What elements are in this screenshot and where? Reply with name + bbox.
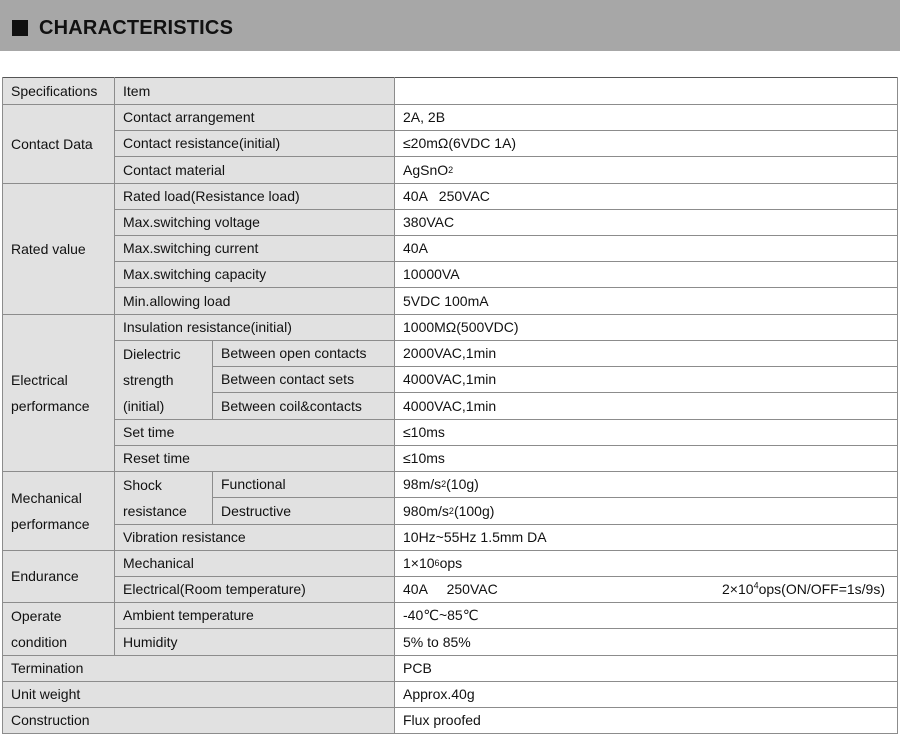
group-label-line: performance [11,397,90,414]
row-divider [3,183,897,184]
row-divider [3,655,897,656]
item-value: 380VAC [395,209,897,235]
item-label: Ambient temperature [115,602,394,628]
subgroup-label-line: strength [123,371,174,388]
item-value: ≤20mΩ(6VDC 1A) [395,130,897,156]
section-title: CHARACTERISTICS [39,17,234,39]
group-label-line: condition [11,633,68,650]
item-value: 98m/s 2 (10g) [395,471,897,497]
group-contact-data: Contact Data [3,104,114,183]
item-value: PCB [395,655,897,681]
spec-label: Unit weight [3,681,394,707]
spec-label: Construction [3,707,394,733]
row-divider [3,550,897,551]
row-divider [3,314,897,315]
item-label: Contact material [115,156,394,183]
item-label: Reset time [115,445,394,471]
row-divider [115,628,897,629]
group-label-line: performance [11,515,90,532]
item-label: Humidity [115,628,394,655]
row-divider [115,340,897,341]
group-mechanical-performance [3,471,114,550]
row-divider [115,261,897,262]
item-value: -40℃~85℃ [395,602,897,628]
row-divider [3,681,897,682]
subitem-label: Destructive [213,497,394,524]
item-value: 2A, 2B [395,104,897,130]
item-label: Min.allowing load [115,287,394,314]
row-divider [115,156,897,157]
subgroup-label-line: Shock [123,476,162,493]
item-label: Max.switching voltage [115,209,394,235]
subitem-label: Functional [213,471,394,497]
column-divider [114,77,115,655]
item-value: 5% to 85% [395,628,897,655]
header-value [395,78,897,104]
group-endurance: Endurance [3,550,114,602]
column-divider [212,340,213,419]
row-divider [115,235,897,236]
item-value: 5VDC 100mA [395,287,897,314]
group-label-line: Electrical [11,371,68,388]
item-label: Mechanical [115,550,394,576]
header-specifications: Specifications [3,78,114,104]
item-value: AgSnO 2 [395,156,897,183]
item-label: Set time [115,419,394,445]
subitem-label: Between contact sets [213,366,394,392]
section-header [0,0,900,51]
table-border-right [897,77,898,734]
item-label: Contact resistance(initial) [115,130,394,156]
column-divider [212,471,213,524]
subitem-label: Between coil&contacts [213,392,394,419]
item-label: Contact arrangement [115,104,394,130]
table-border-left [2,77,3,734]
item-value: 1×10 6 ops [395,550,897,576]
row-divider [213,497,897,498]
item-value: 10Hz~55Hz 1.5mm DA [395,524,897,550]
row-divider [115,445,897,446]
subgroup-label-line: (initial) [123,397,165,414]
row-divider [3,104,897,105]
item-label: Max.switching capacity [115,261,394,287]
item-label: Rated load(Resistance load) [115,183,394,209]
row-divider [3,707,897,708]
item-value-right: $2\times 10^4ops(ON/OFF=1s/9s)$ [722,580,885,597]
row-divider [3,602,897,603]
subgroup-dielectric-strength [115,340,212,419]
item-value: 4000VAC,1min [395,366,897,392]
subitem-label: Between open contacts [213,340,394,366]
group-label-line: Mechanical [11,489,82,506]
subgroup-label-line: Dielectric [123,345,181,362]
group-rated-value: Rated value [3,183,114,314]
row-divider [115,209,897,210]
item-value: 10000VA [395,261,897,287]
item-value: ≤10ms [395,419,897,445]
item-value: 40A [395,235,897,261]
square-bullet-icon [12,20,28,36]
row-divider [115,524,897,525]
item-value: ≤10ms [395,445,897,471]
group-operate-condition [3,602,114,655]
item-value: Flux proofed [395,707,897,733]
subgroup-label-line: resistance [123,502,187,519]
row-divider [213,392,897,393]
item-value: 4000VAC,1min [395,392,897,419]
row-divider [115,130,897,131]
row-divider [3,471,897,472]
group-label-line: Operate [11,607,62,624]
header-item: Item [115,78,394,104]
group-electrical-performance [3,314,114,471]
item-value: 40A 250VAC $2\times 10^4ops(ON/OFF=1s/9s)$ [395,576,897,602]
subgroup-shock-resistance [115,471,212,524]
item-label: Max.switching current [115,235,394,261]
item-label: Vibration resistance [115,524,394,550]
column-divider [394,77,395,734]
spec-label: Termination [3,655,394,681]
table-border-top [3,77,897,78]
row-divider [115,287,897,288]
item-label: Electrical(Room temperature) [115,576,394,602]
item-value: Approx.40g [395,681,897,707]
item-value: 2000VAC,1min [395,340,897,366]
row-divider [115,576,897,577]
item-value: 980m/s 2 (100g) [395,497,897,524]
item-value: 1000MΩ(500VDC) [395,314,897,340]
item-value: 40A 250VAC [395,183,897,209]
row-divider [213,366,897,367]
row-divider [115,419,897,420]
item-label: Insulation resistance(initial) [115,314,394,340]
